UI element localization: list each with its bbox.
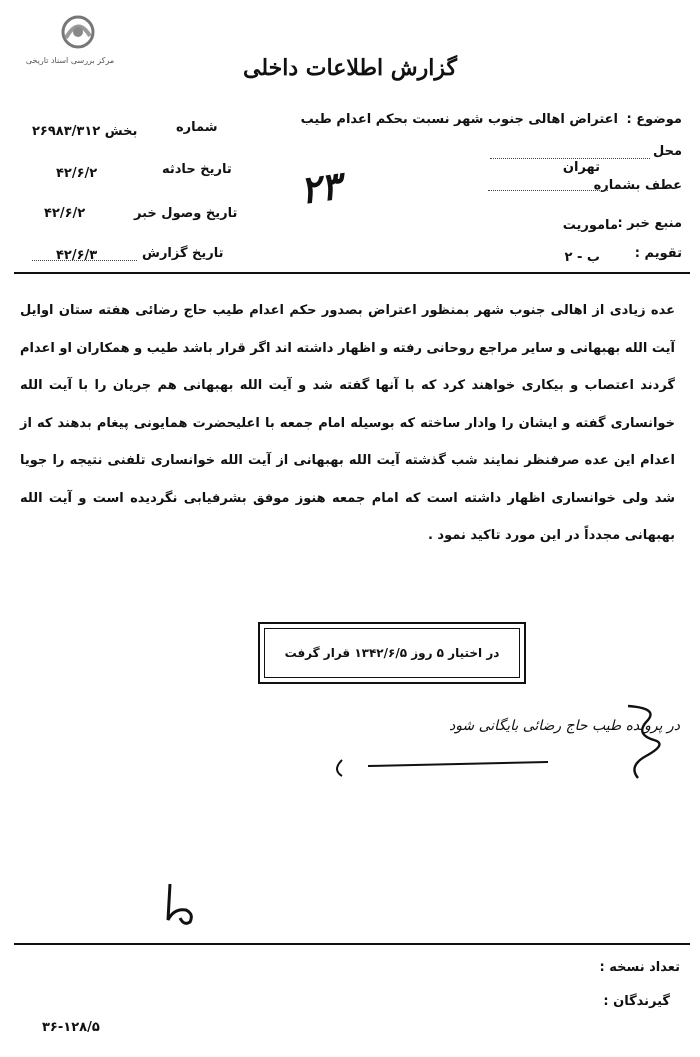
handwritten-note: در پرونده طیب حاج رضائی بایگانی شود [448, 718, 680, 734]
initials-mark-icon [160, 880, 200, 928]
stamp-text: در اختیار ۵ روز ۱۳۴۲/۶/۵ قرار گرفت [264, 628, 520, 678]
evaluation-value: ب - ۲ [564, 250, 600, 265]
report-date-label: تاریخ گزارش [142, 246, 224, 261]
subject-value: اعتراض اهالی جنوب شهر نسبت بحکم اعدام طیب [300, 112, 618, 127]
report-date-value: ۴۲/۶/۳ [56, 248, 98, 263]
receipt-stamp [258, 622, 526, 684]
receipt-date-value: ۴۲/۶/۲ [44, 206, 86, 221]
source-label: منبع خبر : [617, 216, 682, 231]
evaluation-label: تقویم : [634, 246, 682, 261]
footer-separator [14, 943, 690, 945]
page-title: گزارش اطلاعات داخلی [243, 55, 457, 81]
copies-label: تعداد نسخه : [599, 960, 680, 975]
number-label: شماره [176, 120, 218, 135]
report-body: عده زیادی از اهالی جنوب شهر بمنظور اعتراض بصدور حکم اعدام طیب حاج رضائی هفته ستان اوایل آیت الله بهبهانی و سایر مراجع روحانی رفته و اظهار داشته اند اگر قرار باشد طیب و همکاران او اعدام گردند اعتصاب و بیکاری خواهند کرد که با آنها گفته شد و آیت الله بهبهانی هم جریان را با آیت الله خوانساری گفته و ایشان را وادار ساخته که بوسیله امام جمعه با اعلیحضرت همایونی پیغام بدهند که از اعدام این عده صرفنظر نمایند شب گذشته آیت الله بهبهانی از آیت الله خوانساری تلفنی نتیجه را جویا شد ولی خوانساری اظهار داشته است که امام جمعه هنوز موفق بشرفیابی نگردیده است و آیت الله بهبهانی مجدداً در این مورد تاکید نمود . [20, 303, 675, 543]
handwritten-mark: ۲۳ [297, 162, 344, 213]
event-date-value: ۴۲/۶/۲ [56, 166, 98, 181]
number-value: ۲۶۹۸۳/بخش ۳۱۲ [32, 124, 138, 139]
place-dots [490, 158, 650, 159]
note-underline-icon [328, 700, 688, 780]
receipt-date-label: تاریخ وصول خبر [134, 206, 238, 221]
place-value: تهران [562, 160, 600, 175]
event-date-label: تاریخ حادثه [162, 162, 232, 177]
document-number: ۳۶-۱۲۸/۵ [42, 1020, 100, 1035]
subject-label: موضوع : [626, 112, 682, 127]
archive-logo [20, 10, 120, 66]
file-label: عطف بشماره [593, 178, 682, 193]
archive-logo-icon [20, 10, 120, 56]
logo-text: مرکز بررسی اسناد تاریخی [25, 56, 115, 65]
header-separator [14, 272, 690, 274]
file-dots [488, 190, 608, 191]
place-label: محل [652, 144, 682, 159]
source-value: ماموریت [562, 218, 618, 233]
recipients-label: گیرندگان : [603, 994, 670, 1009]
